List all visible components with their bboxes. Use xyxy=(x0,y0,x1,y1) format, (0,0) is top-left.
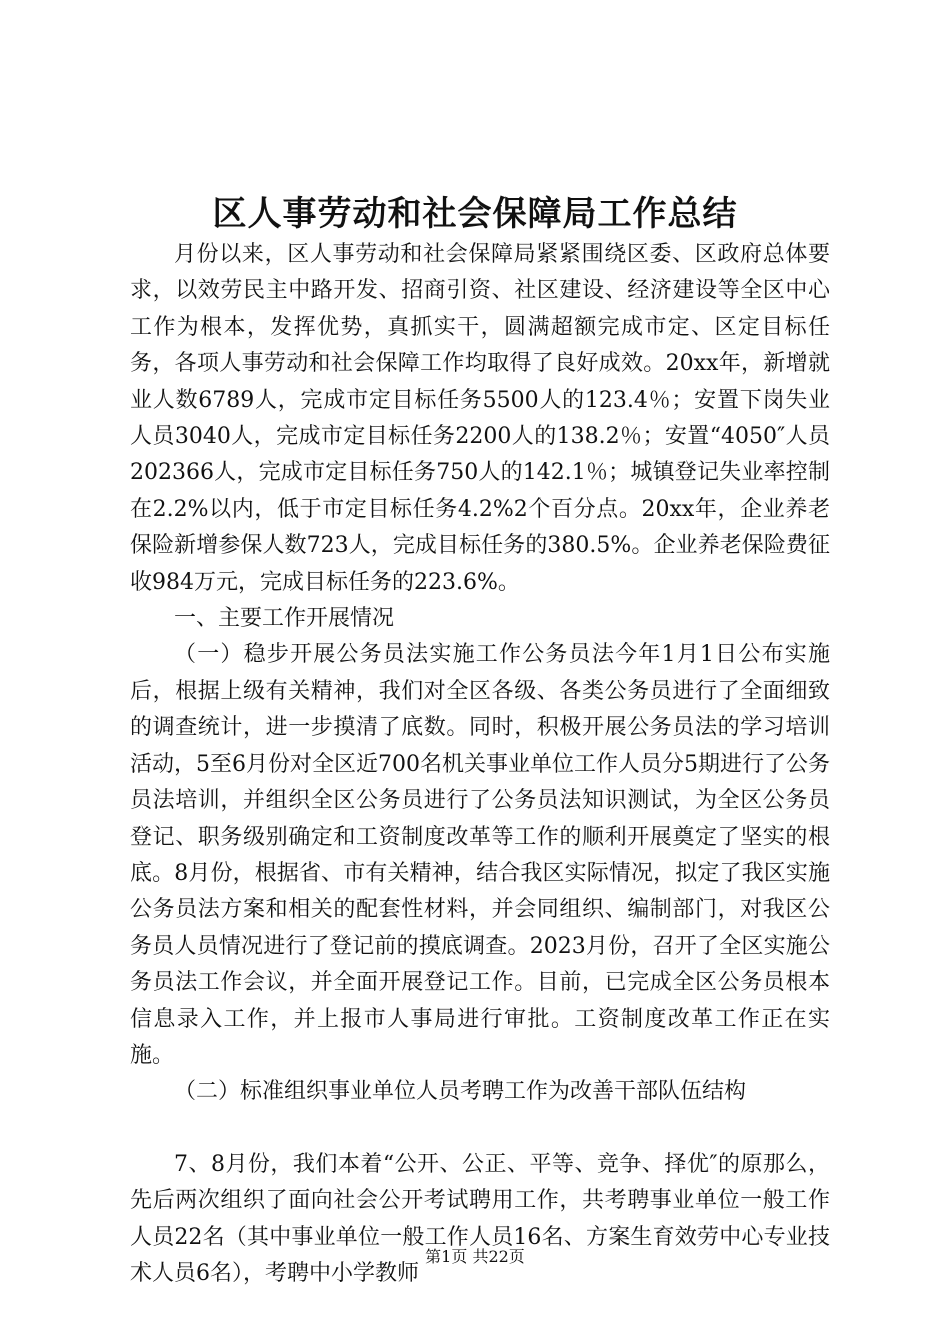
document-body xyxy=(130,237,830,1292)
section-2-paragraph: 7、8月份，我们本着“公开、公正、平等、竞争、择优″的原那么，先后两次组织了面向社会公开考试聘用工作，共考聘事业单位一般工作人员22名（其中事业单位一般工作人员16名、方案生育效劳中心专业技术人员6名），考聘中小学教师 xyxy=(130,1151,830,1286)
section-1-paragraph: （一）稳步开展公务员法实施工作公务员法今年1月1日公布实施后，根据上级有关精神，我们对全区各级、各类公务员进行了全面细致的调查统计，进一步摸清了底数。同时，积极开展公务员法的学习培训活动，5至6月份对全区近700名机关事业单位工作人员分5期进行了公务员法培训，并组织全区公务员进行了公务员法知识测试，为全区公务员登记、职务级别确定和工资制度改革等工作的顺利开展奠定了坚实的根底。8月份，根据省、市有关精神，结合我区实际情况，拟定了我区实施公务员法方案和相关的配套性材料，并会同组织、编制部门，对我区公务员人员情况进行了登记前的摸底调查。2023月份，召开了全区实施公务员法工作会议，并全面开展登记工作。目前，已完成全区公务员根本信息录入工作，并上报市人事局进行审批。工资制度改革工作正在实施。 xyxy=(130,642,830,1068)
page-footer: 第1页 共22页 xyxy=(425,1247,525,1266)
document-title: 区人事劳动和社会保障局工作总结 xyxy=(212,194,738,234)
intro-paragraph: 月份以来，区人事劳动和社会保障局紧紧围绕区委、区政府总体要求，以效劳民主中路开发、招商引资、社区建设、经济建设等全区中心工作为根本，发挥优势，真抓实干，圆满超额完成市定、区定目标任务，各项人事劳动和社会保障工作均取得了良好成效。20xx年，新增就业人数6789人，完成市定目标任务5500人的123.4％；安置下岗失业人员3040人，完成市定目标任务2200人的138.2％；安置“4050″人员202366人，完成市定目标任务750人的142.1％；城镇登记失业率控制在2.2%以内，低于市定目标任务4.2%2个百分点。20xx年，企业养老保险新增参保人数723人，完成目标任务的380.5%。企业养老保险费征收984万元，完成目标任务的223.6%。 xyxy=(130,242,830,595)
section-2-heading: （二）标准组织事业单位人员考聘工作为改善干部队伍结构 xyxy=(174,1079,747,1105)
section-heading: 一、主要工作开展情况 xyxy=(174,606,395,632)
